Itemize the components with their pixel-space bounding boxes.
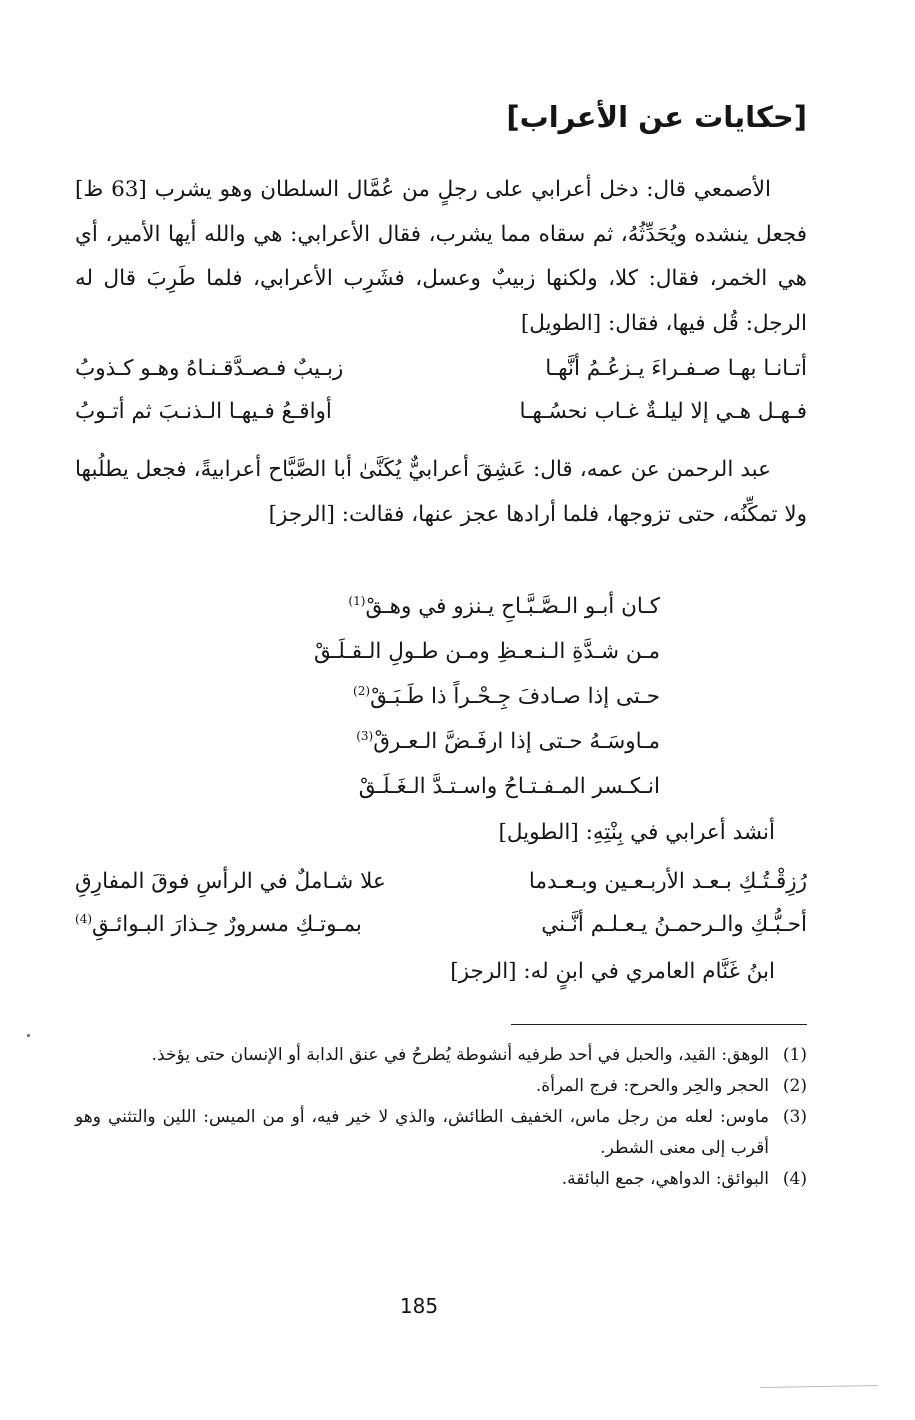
footnote-text: البوائق: الدواهي، جمع البائقة.	[561, 1169, 769, 1189]
footnote-text: ماوس: لعله من رجل ماس، الخفيف الطائش، والذي لا خير فيه، أو من الميس: اللين والتثني وهو أقرب إلى معنى الشطر.	[75, 1107, 769, 1158]
verse-first-hemistich: رُزِقْـتُـكِ بـعـد الأربـعـين وبـعـدما	[528, 869, 807, 894]
verse-first-hemistich: أحـبُّـكِ والـرحمـنُ يـعـلـم أنَّـني	[541, 912, 807, 937]
footnote-ref: (3)	[356, 728, 374, 743]
verse-second-hemistich: بمـوتـكِ مسرورٌ حِـذارَ البـوائـقِ$^{(4)}$	[75, 911, 362, 937]
verse-second-hemistich: علا شـاملٌ في الرأسِ فوقَ المفارِقِ	[75, 869, 386, 894]
footnote	[75, 1040, 807, 1071]
footnote	[75, 1164, 807, 1195]
footnote-number: (1)	[782, 1045, 807, 1065]
verse-line	[75, 903, 807, 946]
verse-second-hemistich: زبـيبٌ فـصـدَّقـنـاهُ وهـو كـذوبُ	[75, 356, 344, 381]
verse-first-hemistich: فـهـل هـي إلا ليلـةٌ غـاب نحسُـهـا	[519, 399, 807, 424]
footnote	[75, 1102, 807, 1164]
verse-first-hemistich: أتـانـا بهـا صـفـراءَ يـزعُـمُ أنَّهـا	[545, 356, 807, 381]
section-heading: [حكايات عن الأعراب]	[506, 100, 807, 134]
page-number: 185	[399, 1294, 439, 1318]
footnote-number: (4)	[782, 1169, 807, 1189]
rajaz-poem	[200, 584, 660, 809]
anecdote-abu-alsabbah	[75, 448, 807, 537]
footnote-ref: (2)	[353, 683, 371, 698]
anecdote-asmai	[75, 168, 807, 346]
verse-block-tawil-2	[75, 860, 807, 946]
rajaz-line: مـن شـدَّةِ الـنـعـظِ ومـن طـولِ الـقـلَـقْ	[314, 639, 660, 664]
scan-artifact	[760, 1385, 878, 1388]
footnotes	[75, 1040, 807, 1195]
rajaz-line: حـتى إذا صـادفَ جِـحْـراً ذا طَـبَـقْ$^{(2)}$	[353, 683, 660, 709]
poem-intro-daughter: أنشد أعرابي في بِنْتِهِ: [الطويل]	[498, 820, 775, 845]
footnote	[75, 1071, 807, 1102]
verse-line	[75, 390, 807, 433]
poem-intro-ibn-ghannam: ابنُ غَنَّام العامري في ابنٍ له: [الرجز]	[450, 959, 775, 984]
footnote-text: الوهق: القيد، والحبل في أحد طرفيه أنشوطة يُطرحُ في عنق الدابة أو الإنسان حتى يؤخذ.	[151, 1045, 769, 1065]
footnote-number: (2)	[782, 1076, 807, 1096]
verse-line	[75, 860, 807, 903]
paragraph: عبد الرحمن عن عمه، قال: عَشِقَ أعرابيٌّ يُكَنَّىٰ أبا الصَّبَّاح أعرابيةً، فجعل يطلُبها ولا تمكِّنُه، حتى تزوجها، فلما أرادها عجز عنها، فقالت: [الرجز]	[75, 457, 807, 527]
verse-line	[75, 347, 807, 390]
rajaz-line: كـان أبـو الـصَّـبَّـاحِ يـنزو في وهـقْ$^{(1)}$	[348, 593, 660, 619]
footnote-text: الحجر والحِر والحرح: فرج المرأة.	[535, 1076, 769, 1096]
footnote-separator	[511, 1024, 807, 1025]
footnote-number: (3)	[782, 1107, 807, 1127]
rajaz-line: مـاوسَـهُ حـتى إذا ارفَـضَّ الـعـرقْ$^{(3)}$	[356, 728, 660, 754]
verse-second-hemistich: أواقـعُ فـيهـا الـذنـبَ ثم أتـوبُ	[75, 399, 332, 424]
scan-artifact	[27, 1034, 30, 1037]
paragraph: الأصمعي قال: دخل أعرابي على رجلٍ من عُمَّال السلطان وهو يشرب [63 ظ] فجعل ينشده ويُحَدِّثُهُ، ثم سقاه مما يشرب، فقال الأعرابي: هي والله أيها الأمير، أي هي الخمر، فقال: كلا، ولكنها زبيبٌ وعسل، فشَرِب الأعرابي، فلما طَرِبَ قال له الرجل: قُل فيها، فقال: [الطويل]	[75, 177, 807, 336]
verse-block-tawil-1	[75, 347, 807, 433]
footnote-ref: (4)	[75, 911, 93, 926]
footnote-ref: (1)	[348, 593, 366, 608]
rajaz-line: انـكـسر المـفـتـاحُ واسـتـدَّ الـغَـلَـقْ	[358, 774, 660, 799]
